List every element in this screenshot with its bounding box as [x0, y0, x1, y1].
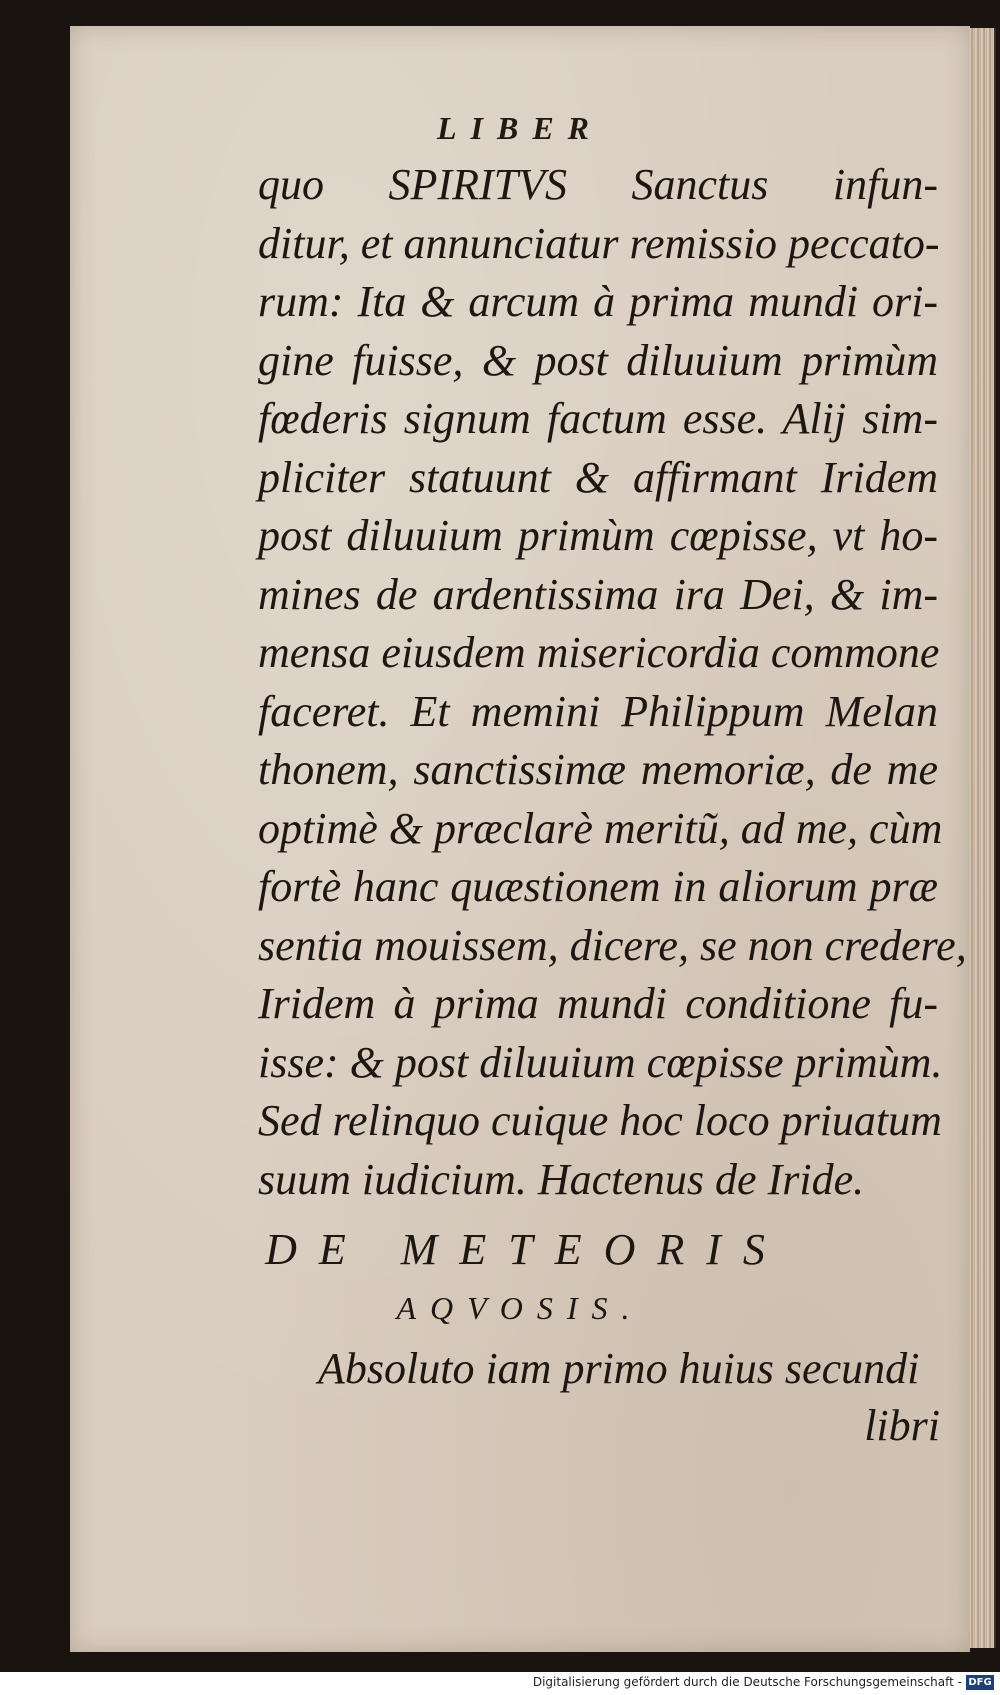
- catchword: libri: [864, 1401, 940, 1450]
- text-line: faceret. Et memini Philippum Melan: [258, 686, 938, 736]
- text-line: isse: & post diluuium cœpisse primùm.: [258, 1037, 943, 1087]
- text-line: gine fuisse, & post diluuium primùm: [258, 335, 938, 385]
- text-line: optimè & præclarè meritũ, ad me, cùm: [258, 803, 943, 853]
- page-edges: [968, 28, 996, 1648]
- text-line: sentia mouissem, dicere, se non credere,: [258, 920, 967, 970]
- text-line: mensa eiusdem misericordia commone: [258, 628, 940, 677]
- text-line: quo SPIRITVS Sanctus infun-: [258, 160, 938, 209]
- text-line: fœderis signum factum esse. Alij sim-: [258, 394, 938, 443]
- section-heading: DE METEORIS: [265, 1225, 787, 1274]
- dfg-logo: DFG: [966, 1675, 994, 1690]
- text-line: Iridem à prima mundi conditione fu-: [258, 979, 938, 1028]
- book-page: [70, 26, 970, 1652]
- main-text: [258, 156, 967, 1209]
- text-line: post diluuium primùm cœpisse, vt ho-: [258, 511, 938, 560]
- running-head: LIBER: [436, 110, 604, 146]
- section-subheading: AQVOSIS.: [396, 1290, 644, 1326]
- footer: [0, 1672, 1000, 1695]
- text-line: Sed relinquo cuique hoc loco priuatum: [258, 1096, 942, 1145]
- text-line: ditur, et annunciatur remissio peccato-: [258, 218, 940, 268]
- text-line: suum iudicium. Hactenus de Iride.: [258, 1154, 865, 1204]
- paragraph-start: Absoluto iam primo huius secundi: [318, 1344, 920, 1393]
- text-line: thonem, sanctissimæ memoriæ, de me: [258, 745, 938, 794]
- text-line: pliciter statuunt & affirmant Iridem: [258, 452, 938, 502]
- text-line: mines de ardentissima ira Dei, & im-: [258, 569, 938, 619]
- text-line: rum: Ita & arcum à prima mundi ori-: [258, 277, 938, 326]
- text-line: fortè hanc quæstionem in aliorum præ: [258, 862, 938, 911]
- funding-credit: Digitalisierung gefördert durch die Deutsche Forschungsgemeinschaft -: [532, 1675, 962, 1689]
